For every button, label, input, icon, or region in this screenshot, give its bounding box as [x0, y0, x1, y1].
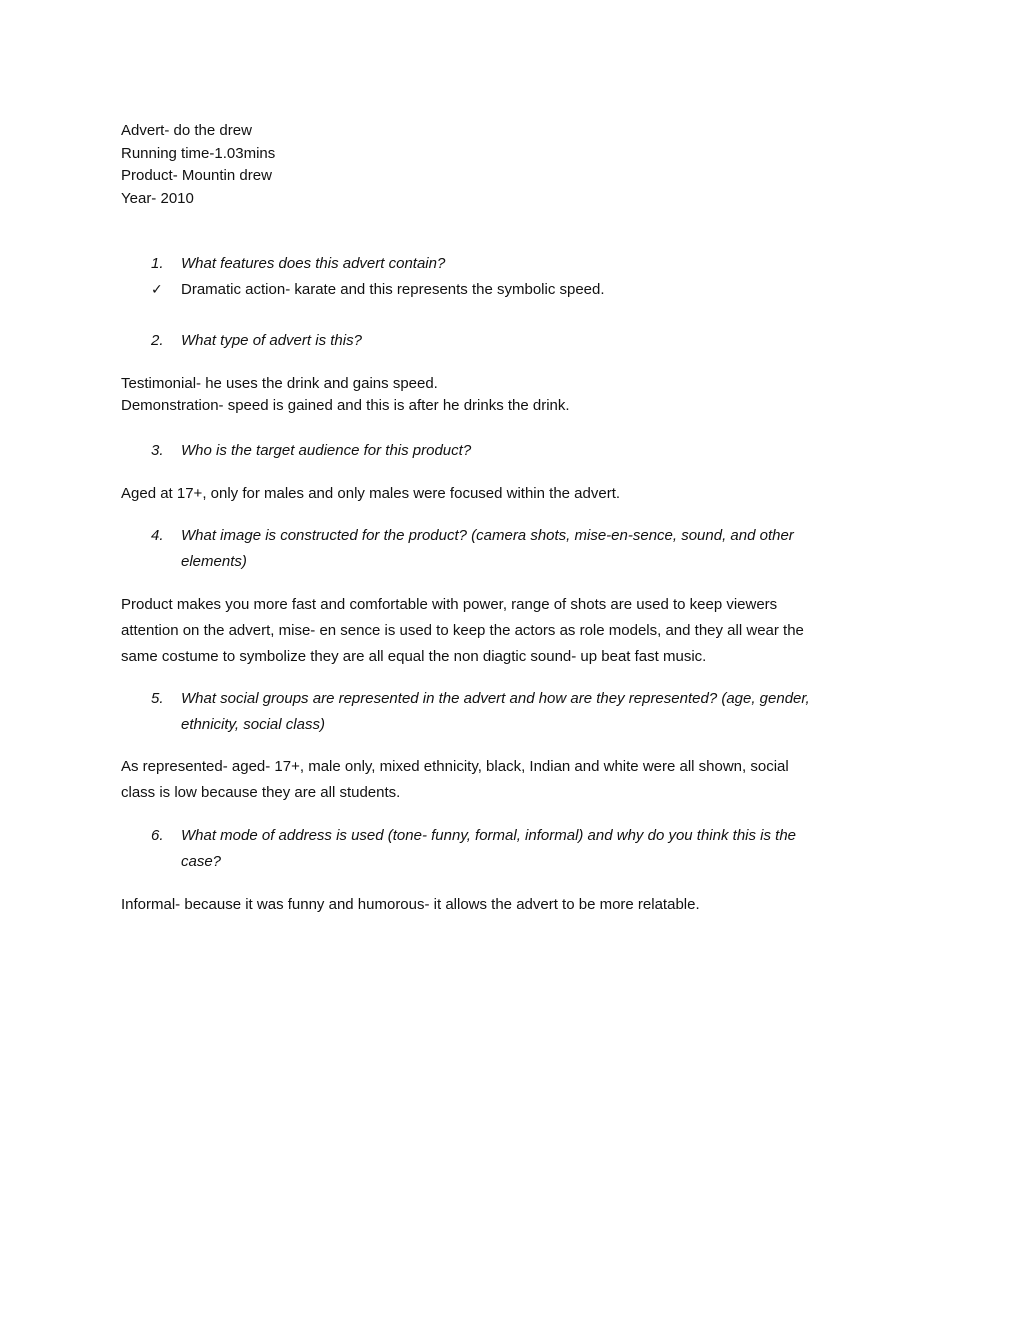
answer — [121, 481, 901, 507]
answer-line: Demonstration- speed is gained and this is after he drinks the drink. — [121, 397, 570, 414]
question-text: What type of advert is this? — [181, 332, 362, 349]
question-text: Who is the target audience for this product? — [181, 442, 472, 459]
answer — [121, 592, 901, 670]
question-text — [181, 686, 901, 738]
answer-line: Product makes you more fast and comfortable with power, range of shots are used to keep viewers — [121, 596, 778, 613]
question-text — [181, 523, 901, 575]
question-line: What social groups are represented in the advert and how are they represented? (age, gender, — [181, 690, 810, 707]
answer — [121, 754, 901, 806]
question-line: What image is constructed for the product? (camera shots, mise-en-sence, sound, and other — [181, 527, 794, 544]
question-number: 6. — [151, 827, 164, 844]
answer-line: Aged at 17+, only for males and only males were focused within the advert. — [121, 485, 621, 502]
question-line: case? — [181, 853, 222, 870]
answer-line: attention on the advert, mise- en sence is used to keep the actors as role models, and they all wear the — [121, 622, 804, 639]
question-number: 5. — [151, 690, 164, 707]
question-text — [181, 823, 901, 875]
question-number: 3. — [151, 442, 164, 459]
answer-line: class is low because they are all students. — [121, 784, 401, 801]
answer-line: same costume to symbolize they are all equal the non diagtic sound- up beat fast music. — [121, 648, 707, 665]
answer-line: Testimonial- he uses the drink and gains speed. — [121, 375, 438, 392]
advert-title: Advert- do the drew — [121, 122, 252, 139]
question-line: elements) — [181, 553, 247, 570]
question-line: What mode of address is used (tone- funny, formal, informal) and why do you think this is the — [181, 827, 797, 844]
question-line: ethnicity, social class) — [181, 716, 325, 733]
question-number: 4. — [151, 527, 164, 544]
answer-line: Informal- because it was funny and humorous- it allows the advert to be more relatable. — [121, 896, 700, 913]
running-time: Running time-1.03mins — [121, 145, 276, 162]
question-number: 1. — [151, 255, 164, 272]
check-item: Dramatic action- karate and this represents the symbolic speed. — [181, 281, 605, 298]
checkmark-icon: ✓ — [151, 282, 163, 298]
answer-line: As represented- aged- 17+, male only, mixed ethnicity, black, Indian and white were all shown, social — [121, 758, 789, 775]
question-number: 2. — [151, 332, 164, 349]
answer — [121, 373, 901, 417]
question-text: What features does this advert contain? — [181, 255, 446, 272]
product-name: Product- Mountin drew — [121, 167, 272, 184]
year: Year- 2010 — [121, 190, 194, 207]
answer — [121, 892, 901, 918]
